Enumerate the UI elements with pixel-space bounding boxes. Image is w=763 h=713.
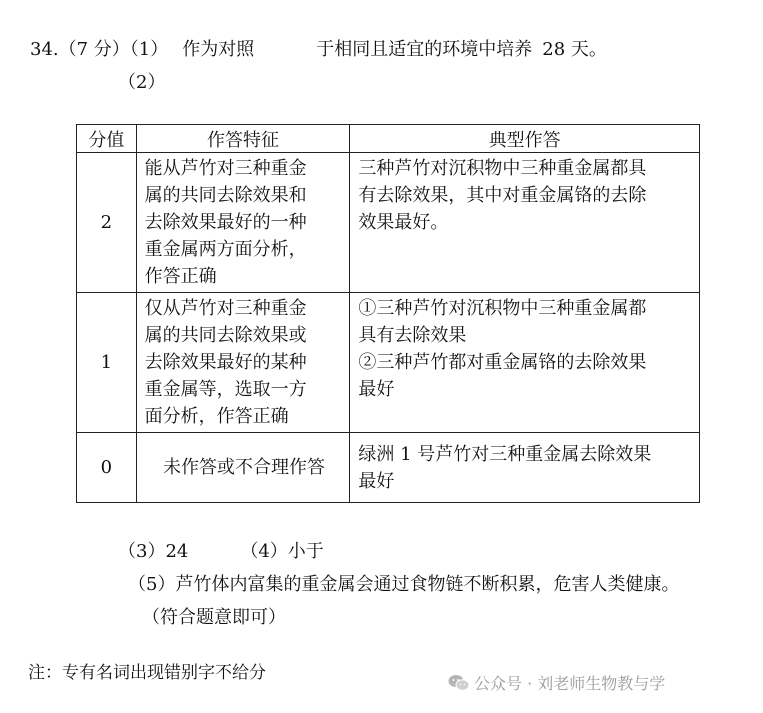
feature-line: 去除效果最好的一种 [144, 212, 307, 233]
feature-line: 面分析，作答正确 [144, 406, 289, 427]
feature-cell [136, 293, 350, 433]
question-number: 34.（7 分）（1） [30, 39, 169, 60]
score-value: 2 [77, 153, 137, 293]
part2-label: （2） [118, 72, 166, 93]
feature-line: 重金属两方面分析， [144, 239, 307, 260]
score-value: 1 [77, 293, 137, 433]
answer-line: 最好 [358, 470, 395, 492]
answer-cell [350, 293, 700, 433]
answer-cell [350, 433, 700, 503]
answer-line: 有去除效果，其中对重金属铬的去除 [358, 185, 647, 206]
watermark [448, 671, 665, 696]
score-value: 0 [77, 433, 137, 503]
part1-days: 28 天。 [542, 39, 607, 60]
feature-line: 重金属等，选取一方 [144, 379, 307, 400]
feature-line: 作答正确 [144, 266, 217, 287]
part4-answer: （4）小于 [240, 541, 324, 562]
feature-line: 能从芦竹对三种重金 [144, 158, 307, 179]
footnote: 注：专有名词出现错别字不给分 [28, 663, 266, 683]
feature-line: 未作答或不合理作答 [163, 457, 325, 478]
part1-answer-b: 于相同且适宜的环境中培养 [316, 39, 533, 60]
parts-3-4 [118, 537, 324, 563]
feature-line: 去除效果最好的某种 [144, 352, 307, 373]
wechat-icon [448, 674, 470, 696]
feature-cell [136, 153, 350, 293]
part1-answer-a: 作为对照 [182, 39, 255, 60]
answer-line: 具有去除效果 [358, 325, 467, 346]
table-row [77, 433, 700, 503]
table-row [77, 153, 700, 293]
table-row [77, 293, 700, 433]
watermark-text: 公众号 · 刘老师生物教与学 [474, 674, 666, 693]
part5-answer: （5）芦竹体内富集的重金属会通过食物链不断积累，危害人类健康。 [128, 574, 680, 595]
answer-line: ①三种芦竹对沉积物中三种重金属都 [358, 298, 647, 319]
feature-cell [136, 433, 350, 503]
feature-line: 仅从芦竹对三种重金 [144, 298, 307, 319]
answer-line: 绿洲 1 号芦竹对三种重金属去除效果 [358, 443, 652, 465]
question-header [30, 35, 607, 61]
part3-answer: （3）24 [118, 541, 189, 562]
scoring-table [76, 124, 700, 503]
answer-line: 效果最好。 [358, 212, 449, 233]
feature-line: 属的共同去除效果或 [144, 325, 307, 346]
header-answer: 典型作答 [350, 125, 700, 153]
table-header-row [77, 125, 700, 153]
part5-note: （符合题意即可） [142, 607, 286, 628]
feature-line: 属的共同去除效果和 [144, 185, 307, 206]
header-score: 分值 [77, 125, 137, 153]
header-feature: 作答特征 [136, 125, 350, 153]
answer-line: ②三种芦竹都对重金属铬的去除效果 [358, 352, 647, 373]
answer-line: 三种芦竹对沉积物中三种重金属都具 [358, 158, 647, 179]
answer-line: 最好 [358, 379, 395, 400]
answer-cell [350, 153, 700, 293]
